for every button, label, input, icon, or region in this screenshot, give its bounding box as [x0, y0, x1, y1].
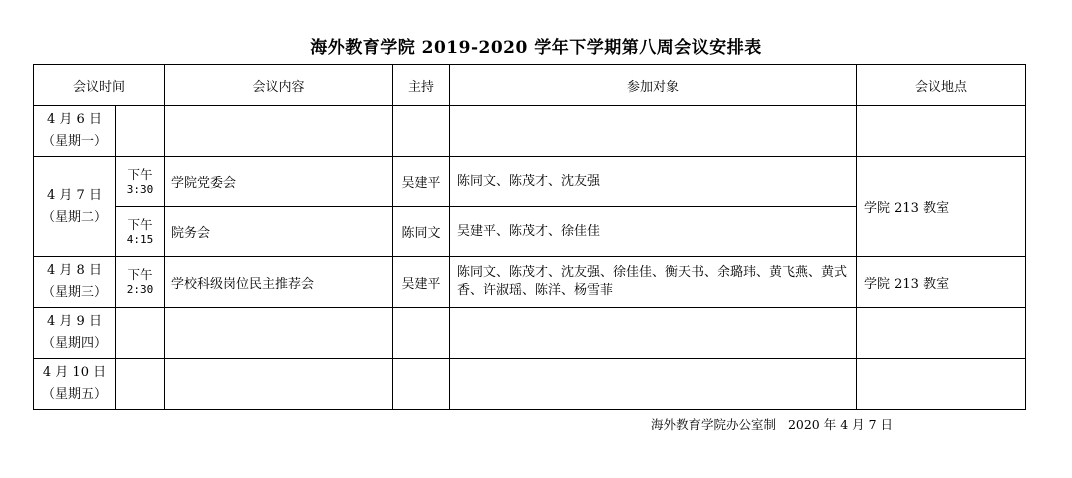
- table-row: [34, 257, 1026, 308]
- header-time: 会议时间: [34, 65, 165, 106]
- time-value: 2:30: [126, 283, 154, 296]
- date-cell: [34, 308, 116, 359]
- header-host: 主持: [393, 65, 450, 106]
- date-text: 4 月 7 日: [47, 187, 102, 203]
- table-row: [34, 157, 1026, 207]
- header-attendees: 参加对象: [450, 65, 857, 106]
- attendees-cell: [450, 308, 857, 359]
- date-text: 4 月 6 日: [47, 112, 102, 127]
- date-text: 4 月 8 日: [47, 263, 102, 278]
- host-cell: [393, 359, 450, 410]
- location-cell: 学院 213 教室: [857, 257, 1026, 308]
- weekday-text: （星期三）: [41, 285, 107, 300]
- date-cell: [34, 359, 116, 410]
- date-cell: [34, 106, 116, 157]
- date-text: 4 月 10 日: [42, 365, 107, 380]
- time-cell: [116, 207, 165, 257]
- time-cell: [116, 257, 165, 308]
- header-row: [34, 65, 1026, 106]
- time-period: 下午: [127, 216, 153, 232]
- footer: [651, 415, 893, 433]
- time-cell: [116, 308, 165, 359]
- date-text: 4 月 9 日: [47, 314, 102, 329]
- attendees-cell: 陈同文、陈茂才、沈友强、徐佳佳、衡天书、余璐玮、黄飞燕、黄式香、许淑瑶、陈洋、杨雪菲: [450, 257, 857, 308]
- host-cell: 吴建平: [393, 257, 450, 308]
- attendees-cell: [450, 106, 857, 157]
- weekday-text: （星期一）: [41, 134, 107, 149]
- date-cell: [34, 157, 116, 257]
- footer-office: 海外教育学院办公室制: [651, 417, 777, 432]
- host-cell: 吴建平: [393, 157, 450, 207]
- weekday-text: （星期二）: [41, 209, 107, 225]
- content-cell: 学校科级岗位民主推荐会: [165, 257, 393, 308]
- table-row: [34, 359, 1026, 410]
- table-row: [34, 308, 1026, 359]
- time-period: 下午: [127, 267, 153, 282]
- location-cell: [857, 359, 1026, 410]
- table-row: [34, 106, 1026, 157]
- location-cell: 学院 213 教室: [857, 157, 1026, 257]
- time-value: 3:30: [126, 182, 154, 196]
- content-cell: [165, 308, 393, 359]
- content-cell: [165, 106, 393, 157]
- attendees-cell: 吴建平、陈茂才、徐佳佳: [450, 207, 857, 257]
- time-cell: [116, 157, 165, 207]
- time-cell: [116, 106, 165, 157]
- location-cell: [857, 106, 1026, 157]
- attendees-cell: [450, 359, 857, 410]
- meeting-schedule-table: [33, 64, 1026, 410]
- host-cell: [393, 106, 450, 157]
- content-cell: [165, 359, 393, 410]
- date-cell: [34, 257, 116, 308]
- content-cell: 院务会: [165, 207, 393, 257]
- header-content: 会议内容: [165, 65, 393, 106]
- host-cell: 陈同文: [393, 207, 450, 257]
- header-location: 会议地点: [857, 65, 1026, 106]
- time-value: 4:15: [126, 232, 154, 246]
- location-cell: [857, 308, 1026, 359]
- footer-date: 2020 年 4 月 7 日: [787, 417, 894, 432]
- weekday-text: （星期四）: [41, 336, 107, 351]
- attendees-cell: 陈同文、陈茂才、沈友强: [450, 157, 857, 207]
- host-cell: [393, 308, 450, 359]
- content-cell: 学院党委会: [165, 157, 393, 207]
- time-period: 下午: [127, 166, 153, 182]
- time-cell: [116, 359, 165, 410]
- page-title: 海外教育学院 2019-2020 学年下学期第八周会议安排表: [310, 38, 762, 58]
- weekday-text: （星期五）: [41, 387, 107, 402]
